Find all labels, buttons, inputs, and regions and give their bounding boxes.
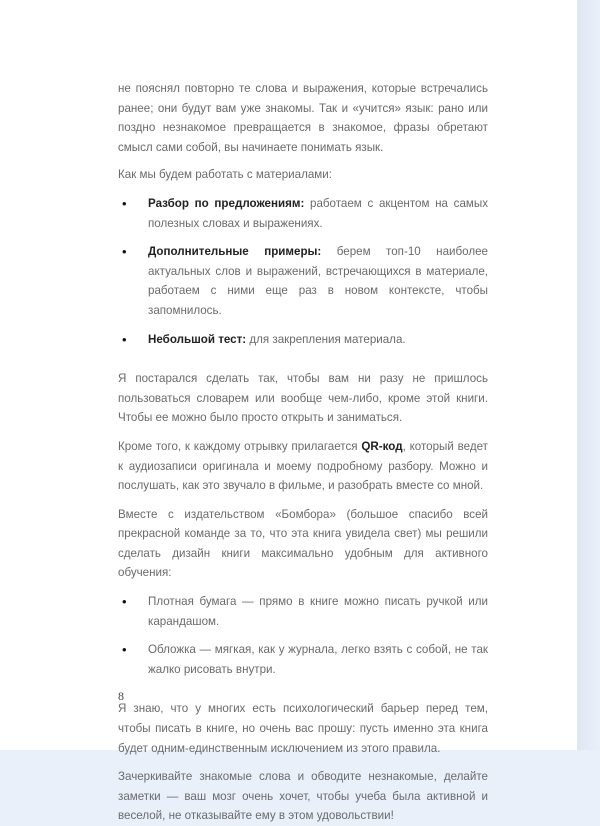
paragraph-no-dictionary: Я постарался сделать так, чтобы вам ни разу не пришлось пользоваться словарем или вообще чем-либо, кроме этой книги. Чтобы ее можно было просто открыть и заниматься. bbox=[118, 372, 488, 425]
method-list-item bbox=[118, 194, 488, 233]
bullet-icon: • bbox=[122, 244, 127, 260]
method-title: Дополнительные примеры: bbox=[148, 245, 322, 259]
paragraph-notes: Зачеркивайте знакомые слова и обводите незнакомые, делайте заметки — ваш мозг очень хочет, чтобы учеба была активной и веселой, не отказывайте ему в этом удовольствии! bbox=[118, 770, 488, 823]
bullet-icon: • bbox=[122, 594, 127, 610]
method-title: Небольшой тест: bbox=[148, 332, 247, 346]
qr-text-before: Кроме того, к каждому отрывку прилагается bbox=[118, 439, 362, 453]
paragraph-qr-code bbox=[118, 437, 488, 496]
paragraph-how-we-work: Как мы будем работать с материалами: bbox=[118, 168, 332, 182]
method-text: работаем с акцентом на самых полезных словах и выражениях. bbox=[148, 196, 488, 230]
page-edge-shadow bbox=[577, 0, 600, 750]
design-list-item bbox=[118, 640, 488, 679]
method-list bbox=[118, 194, 488, 349]
bullet-icon: • bbox=[122, 642, 127, 658]
paragraph-barrier: Я знаю, что у многих есть психологический барьер перед тем, чтобы писать в книге, но очень вас прошу: пусть именно эта книга будет одним-единственным исключением из этого правила. bbox=[118, 702, 488, 755]
bullet-icon: • bbox=[122, 331, 127, 347]
design-text: Плотная бумага — прямо в книге можно писать ручкой или карандашом. bbox=[148, 595, 488, 628]
method-text: берем топ-10 наиболее актуальных слов и выражений, встречающихся в материале, работаем с ними еще раз в новом контексте, чтобы запомнилось. bbox=[148, 245, 488, 317]
method-title: Разбор по предложениям: bbox=[148, 196, 305, 210]
method-list-item bbox=[118, 330, 488, 350]
paragraph-publisher: Вместе с издательством «Бомбора» (большое спасибо всей прекрасной команде за то, что эта книга увидела свет) мы решили сделать дизайн книги максимально удобным для активного обучения: bbox=[118, 507, 488, 580]
page-body bbox=[118, 79, 488, 826]
design-text: Обложка — мягкая, как у журнала, легко взять с собой, не так жалко рисовать внутри. bbox=[148, 643, 488, 676]
design-list-item bbox=[118, 592, 488, 631]
bullet-icon: • bbox=[122, 195, 127, 211]
design-list bbox=[118, 592, 488, 679]
paragraph-intro: не пояснял повторно те слова и выражения, которые встречались ранее; они будут вам уже знакомы. Так и «учится» язык: рано или поздно незнакомое превращается в знакомое, фразы обретают смысл сами собой, вы начинаете понимать язык. bbox=[118, 82, 488, 154]
qr-code-term: QR-код bbox=[361, 439, 403, 453]
method-list-item bbox=[118, 242, 488, 320]
qr-text-after: , который ведет к аудиозаписи оригинала и моему подробному разбору. Можно и послушать, как это звучало в фильме, и разобрать вместе со мной. bbox=[118, 439, 488, 493]
page-number: 8 bbox=[118, 689, 124, 703]
method-text: для закрепления материала. bbox=[246, 332, 406, 346]
